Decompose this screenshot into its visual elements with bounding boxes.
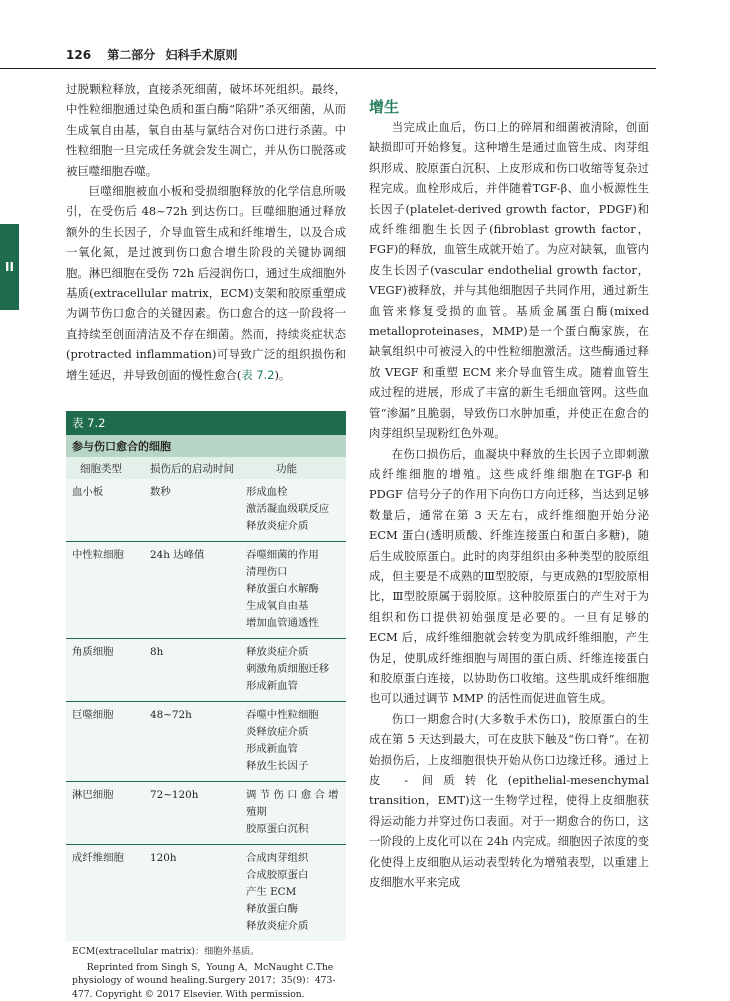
cell-onset: 120h [150,852,177,864]
function-item: 释放蛋白酶 [246,903,298,915]
paragraph: 当完成止血后，伤口上的碎屑和细菌被清除，创面缺损即可开始修复。这种增生是通过血管生成、肉芽组织形成、胶原蛋白沉积、上皮形成和伤口收缩等复杂过程完成。血栓形成后，并伴随着TGF-β、血小板源性生长因子(platelet-derived growth factor，PDGF)和成纤维细胞生长因子(fibroblast growth factor，FGF)的释放，血管生成就开始了。为应对缺氧，血管内皮生长因子(vascular endothelial growth factor，VEGF)被释放，并与其他细胞因子共同作用，通过新生血管来修复受损的血管。基质金属蛋白酶(mixed metalloproteinases，MMP)是一个蛋白酶家族，在缺氧组织中可被浸入的中性粒细胞激活。这些酶通过释放 VEGF 和重塑 ECM 来介导血管生成。随着血管生成过程的进展，形成了丰富的新生毛细血管网。这些血管“渗漏”且脆弱，导致伤口水肿加重，并使正在愈合的肉芽组织呈现粉红色外观。 [369,120,649,441]
table-reference-link[interactable]: 表 7.2 [241,367,275,382]
right-column [369,117,649,892]
function-item: 殖期 [246,806,267,818]
cell-type: 血小板 [72,486,104,498]
function-item: 释放炎症介质 [246,920,309,932]
part-side-tab: II [0,224,19,310]
function-item: 刺激角质细胞迁移 [246,663,330,675]
cell-onset: 72~120h [150,789,199,801]
function-item: 清理伤口 [246,566,288,578]
header-cell-function: 功能 [276,462,297,475]
function-item: 释放炎症介质 [246,520,309,532]
function-item: 合成肉芽组织 [246,852,309,864]
function-item: 炎释放症介质 [246,726,309,738]
function-item: 调 节 伤 口 愈 合 增 [246,789,339,801]
paragraph: 过脱颗粒释放，直接杀死细菌，破坏坏死组织。最终，中性粒细胞通过染色质和蛋白酶“陷阱”杀灭细菌，从而生成氧自由基，氧自由基与氯结合对伤口进行杀菌。中性粒细胞一旦完成任务就会发生凋亡，并从伤口脱落或被巨噬细胞吞噬。 [66,82,346,178]
cell-type: 角质细胞 [72,646,114,658]
table-source-note: Reprinted from Singh S，Young A，McNaught C.The physiology of wound healing.Surgery 2017；35(9)：473-477. Copyright © 2017 Elsevier. With permission. [72,961,336,1000]
function-item: 形成血栓 [246,486,288,498]
cell-functions [246,850,346,935]
table-header-row [66,457,346,479]
table-title: 表 7.2 [66,411,346,435]
table-abbreviation-note: ECM(extracellular matrix)：细胞外基质。 [72,946,260,957]
header-cell-type: 细胞类型 [80,462,122,475]
cell-onset: 8h [150,646,164,658]
table-subtitle: 参与伤口愈合的细胞 [66,435,346,457]
paragraph [66,181,346,385]
function-item: 产生 ECM [246,886,297,898]
cell-type: 巨噬细胞 [72,709,114,721]
table-row [66,639,346,702]
cell-type: 中性粒细胞 [72,549,124,561]
header-cell-onset: 损伤后的启动时间 [150,462,234,475]
table-row [66,479,346,542]
cell-functions [246,644,346,695]
cell-type: 成纤维细胞 [72,852,124,864]
page-number: 126 [66,48,92,62]
table-7-2 [66,411,346,1001]
paragraph-text: 巨噬细胞被血小板和受损细胞释放的化学信息所吸引，在受伤后 48~72h 到达伤口。巨噬细胞通过释放额外的生长因子，介导血管生成和纤维增生，以及合成一氧化氮，是过渡到伤口愈合增生阶段的关键协调细胞。淋巴细胞在受伤 72h 后浸润伤口，通过生成细胞外基质(extracellular matrix，ECM)支架和胶原重塑成为调节伤口愈合的关键因素。伤口愈合的这一阶段将一直持续至创面清洁及不存在细菌。然而，持续炎症状态(protracted inflammation)可导致广泛的组织损伤和增生延迟，并导致创面的慢性愈合( [66,184,346,382]
paragraph: 在伤口损伤后，血凝块中释放的生长因子立即刺激成纤维细胞的增殖。这些成纤维细胞在TGF-β 和 PDGF 信号分子的作用下向伤口方向迁移，当达到足够数量后，通常在第 3 天左右，成纤维细胞开始分泌 ECM 蛋白(透明质酸、纤维连接蛋白和蛋白多糖)，随后生成胶原蛋白。此时的肉芽组织由多种类型的胶原组成，但主要是不成熟的Ⅲ型胶原，与更成熟的Ⅰ型胶原相比，Ⅲ型胶原属于弱胶原。这种胶原蛋白的产生对于为组织和伤口提供初始强度是必要的。一旦有足够的 ECM 后，成纤维细胞就会转变为肌成纤维细胞，产生伪足，使肌成纤维细胞与周围的蛋白质、纤维连接蛋白和胶原蛋白连接，以协助伤口收缩。这些肌成纤维细胞也可以通过调节 MMP 的活性而促进血管生成。 [369,446,649,706]
function-item: 吞噬中性粒细胞 [246,709,319,721]
part-title: 妇科手术原则 [165,48,238,62]
function-item: 释放生长因子 [246,760,309,772]
function-item: 胶原蛋白沉积 [246,823,309,835]
left-column [66,79,346,385]
function-item: 吞噬细菌的作用 [246,549,319,561]
cell-onset: 24h 达峰值 [150,549,205,561]
function-item: 合成胶原蛋白 [246,869,309,881]
part-label: 第二部分 [107,48,156,62]
section-heading: 增生 [369,98,400,116]
function-item: 生成氧自由基 [246,600,309,612]
header-rule [0,68,656,69]
table-row [66,702,346,782]
table-body [66,479,346,941]
paragraph: 伤口一期愈合时(大多数手术伤口)，胶原蛋白的生成在第 5 天达到最大，可在皮肤下触及“伤口脊”。在初始损伤后，上皮细胞很快开始从伤口边缘迁移。通过上皮 - 间质转化(epithelial-mesenchymal transition，EMT)这一生物学过程，使得上皮细胞获得运动能力并穿过伤口表面。对于一期愈合的伤口，这一阶段的上皮化可以在 24h 内完成。细胞因子浓度的变化使得上皮细胞从运动表型转化为增殖表型，以重建上皮细胞水平来完成 [369,711,649,890]
table-notes [66,945,346,1001]
function-item: 形成新血管 [246,680,298,692]
cell-functions [246,707,346,775]
function-item: 激活凝血级联反应 [246,503,330,515]
function-item: 增加血管通透性 [246,617,319,629]
running-header [66,46,237,63]
cell-type: 淋巴细胞 [72,789,114,801]
function-item: 形成新血管 [246,743,298,755]
function-item: 释放炎症介质 [246,646,309,658]
cell-onset: 48~72h [150,709,192,721]
table-row [66,782,346,845]
cell-functions [246,547,346,632]
function-item: 释放蛋白水解酶 [246,583,319,595]
cell-onset: 数秒 [150,486,171,498]
table-row [66,845,346,941]
cell-functions [246,484,346,535]
paragraph-text: )。 [274,367,291,382]
table-row [66,542,346,639]
cell-functions [246,787,346,838]
